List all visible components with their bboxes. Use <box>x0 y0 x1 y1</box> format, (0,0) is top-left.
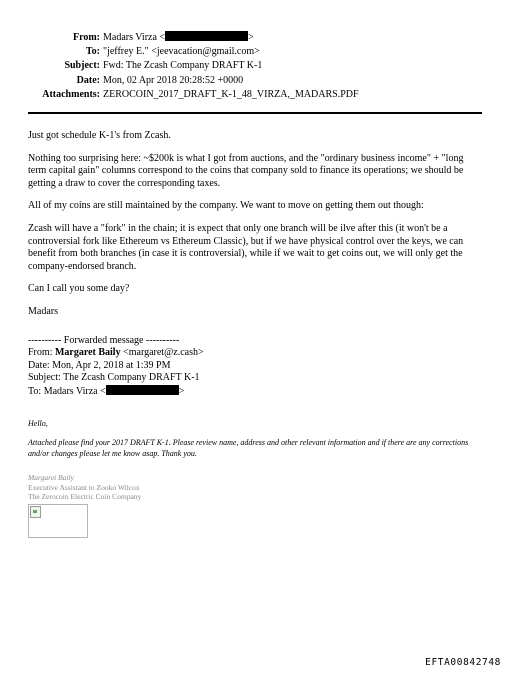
forwarded-separator: ---------- Forwarded message ---------- <box>28 334 180 346</box>
forwarded-block <box>28 335 482 399</box>
from-sender: Madars Virza < <box>103 32 166 43</box>
date-value: Mon, 02 Apr 2018 20:28:52 +0000 <box>103 74 244 86</box>
forwarded-to <box>28 385 482 399</box>
broken-image-placeholder <box>28 504 88 538</box>
body-signoff: Madars <box>28 305 58 317</box>
body-paragraph: Zcash will have a "fork" in the chain; it is expect that only one branch will be ilve after this (it won't be a controversial fork like Ethereum vs Ethereum Classic), but if we have physical control over the keys, we can benefit from both branches (in case it is controversial), while if we wait to get coins out, we will only get the company-endorsed branch. <box>28 222 464 272</box>
forwarded-from-name: Margaret Baily <box>54 347 121 359</box>
message-greeting: Hello, <box>28 418 48 428</box>
signature-title: Executive Assistant to Zooko Wilcox <box>28 482 140 492</box>
forwarded-to-close: > <box>178 385 185 397</box>
header-divider <box>28 112 482 114</box>
body-paragraph: Can I call you some day? <box>28 283 130 295</box>
header-date-row <box>0 74 512 88</box>
header-subject-row <box>0 59 512 73</box>
header-attachments-row <box>0 88 512 102</box>
broken-image-icon <box>30 506 41 518</box>
forwarded-subject: Subject: The Zcash Company DRAFT K-1 <box>28 372 200 384</box>
redaction-box <box>106 385 179 395</box>
attachments-value: ZEROCOIN_2017_DRAFT_K-1_48_VIRZA,_MADARS.PDF <box>103 88 359 100</box>
email-body <box>28 130 482 538</box>
message-text: Attached please find your 2017 DRAFT K-1. Please review name, address and other relevant information and if there are any corrections and/or changes please let me know asap. Thank you. <box>28 438 469 458</box>
redaction-box <box>165 31 248 41</box>
to-value: "jeffrey E." <jeevacation@gmail.com> <box>103 46 260 58</box>
attachments-label: Attachments: <box>42 88 100 100</box>
signature-name: Margaret Baily <box>28 473 74 483</box>
body-paragraph: All of my coins are still maintained by the company. We want to move on getting them out though: <box>28 200 424 212</box>
signature-company: The Zerocoin Electric Coin Company <box>28 492 142 502</box>
forwarded-from-email: <margaret@z.cash> <box>120 347 204 359</box>
document-id: EFTA00842748 <box>425 657 501 668</box>
header-to-row <box>0 45 512 59</box>
header-from-row <box>0 31 512 45</box>
from-label: From: <box>72 32 100 43</box>
from-value <box>103 31 254 45</box>
forwarded-from-prefix: From: <box>28 347 55 359</box>
body-paragraph: Just got schedule K-1's from Zcash. <box>28 130 171 141</box>
subject-label: Subject: <box>64 60 100 72</box>
signature-block <box>28 473 482 502</box>
email-header <box>0 31 512 102</box>
subject-value: Fwd: The Zcash Company DRAFT K-1 <box>103 60 263 72</box>
from-close: > <box>248 32 254 43</box>
to-label: To: <box>85 46 100 58</box>
body-paragraph: Nothing too surprising here: ~$200k is what I got from auctions, and the "ordinary business income" + "long term capital gain" columns correspond to the coins that company sold to finance its operations; we should be getting a draw to cover the corresponding taxes. <box>28 152 464 189</box>
forwarded-to-prefix: To: Madars Virza < <box>28 385 106 397</box>
forwarded-from <box>28 347 482 360</box>
forwarded-date: Date: Mon, Apr 2, 2018 at 1:39 PM <box>28 359 171 371</box>
date-label: Date: <box>76 74 100 86</box>
